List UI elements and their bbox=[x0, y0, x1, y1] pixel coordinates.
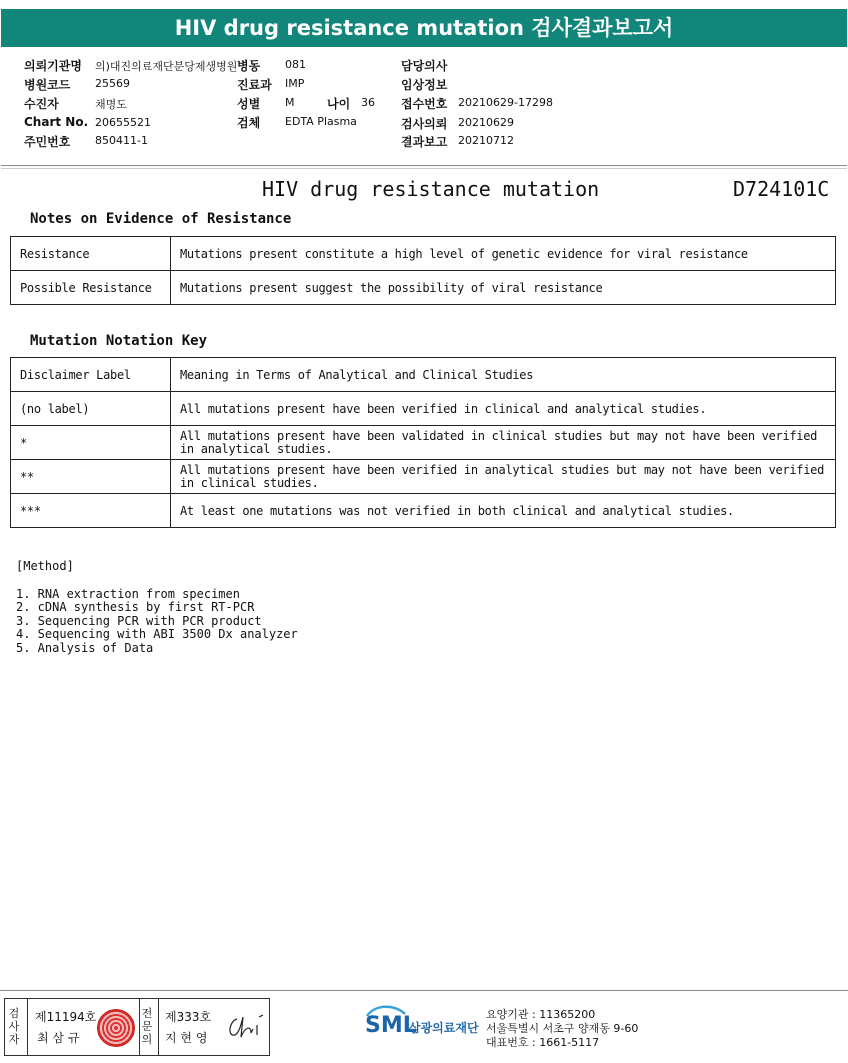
evidence-label: Possible Resistance bbox=[11, 271, 171, 305]
department-value: IMP bbox=[285, 77, 305, 90]
clinical-info-label: 임상정보 bbox=[401, 78, 448, 92]
age-value: 36 bbox=[361, 96, 375, 109]
evidence-heading: Notes on Evidence of Resistance bbox=[30, 211, 292, 227]
institution-value: 의)대진의료재단분당제생병원 bbox=[95, 60, 238, 73]
seal-stamp-icon bbox=[97, 1009, 135, 1047]
table-row bbox=[11, 358, 836, 392]
patient-label: 수진자 bbox=[24, 97, 59, 111]
contact-info bbox=[486, 1008, 638, 1050]
method-step: 2. cDNA synthesis by first RT-PCR bbox=[16, 600, 255, 614]
sex-label: 성별 bbox=[237, 97, 261, 111]
tester-license: 제11194호 bbox=[35, 1010, 97, 1024]
tester-role-label: 검사자 bbox=[8, 1007, 20, 1046]
report-code: D724101C bbox=[733, 177, 830, 201]
method-step: 1. RNA extraction from specimen bbox=[16, 587, 240, 601]
notation-text: All mutations present have been verified in analytical studies but may not have been verified in clinical studies. bbox=[171, 460, 836, 494]
department-label: 진료과 bbox=[237, 78, 272, 92]
method-step: 3. Sequencing PCR with PCR product bbox=[16, 614, 262, 628]
report-label: 결과보고 bbox=[401, 135, 448, 149]
report-value: 20210712 bbox=[458, 134, 514, 147]
id-label: 주민번호 bbox=[24, 135, 71, 149]
phone: 대표번호 : 1661-5117 bbox=[486, 1036, 600, 1049]
accession-label: 접수번호 bbox=[401, 97, 448, 111]
patient-value: 채명도 bbox=[95, 98, 127, 111]
method-heading: [Method] bbox=[16, 559, 74, 573]
table-row bbox=[11, 460, 836, 494]
chart-label: Chart No. bbox=[24, 115, 89, 129]
specimen-value: EDTA Plasma bbox=[285, 115, 357, 128]
divider bbox=[27, 999, 28, 1055]
request-value: 20210629 bbox=[458, 116, 514, 129]
notation-text: All mutations present have been validated in clinical studies but may not have been verified in analytical studies. bbox=[171, 426, 836, 460]
notation-label: ** bbox=[11, 460, 171, 494]
evidence-table bbox=[10, 236, 836, 305]
evidence-label: Resistance bbox=[11, 237, 171, 271]
divider bbox=[139, 999, 140, 1055]
signature-box bbox=[4, 998, 270, 1056]
sml-logo-text: SML bbox=[365, 1013, 417, 1038]
table-row bbox=[11, 237, 836, 271]
table-row bbox=[11, 392, 836, 426]
id-value: 850411-1 bbox=[95, 134, 148, 147]
notation-text: All mutations present have been verified in clinical and analytical studies. bbox=[171, 392, 836, 426]
sex-value: M bbox=[285, 96, 295, 109]
address: 서울특별시 서초구 양재동 9-60 bbox=[486, 1022, 639, 1035]
institution-label: 의뢰기관명 bbox=[24, 59, 82, 73]
chart-value: 20655521 bbox=[95, 116, 151, 129]
hospital-code-value: 25569 bbox=[95, 77, 130, 90]
tester-name: 최 삼 규 bbox=[37, 1031, 80, 1045]
reviewer-name: 지 현 영 bbox=[165, 1031, 208, 1045]
ward-value: 081 bbox=[285, 58, 306, 71]
divider bbox=[1, 165, 847, 166]
table-row bbox=[11, 426, 836, 460]
ward-label: 병동 bbox=[237, 59, 261, 73]
reviewer-role-label: 전문의 bbox=[141, 1007, 153, 1046]
table-row bbox=[11, 494, 836, 528]
divider bbox=[158, 999, 159, 1055]
evidence-text: Mutations present suggest the possibility of viral resistance bbox=[171, 271, 836, 305]
notation-text: Meaning in Terms of Analytical and Clinical Studies bbox=[171, 358, 836, 392]
notation-label: (no label) bbox=[11, 392, 171, 426]
divider bbox=[1, 168, 847, 169]
age-label: 나이 bbox=[327, 97, 351, 111]
method-step: 4. Sequencing with ABI 3500 Dx analyzer bbox=[16, 627, 298, 641]
method-step: 5. Analysis of Data bbox=[16, 641, 154, 655]
notation-label: *** bbox=[11, 494, 171, 528]
accession-value: 20210629-17298 bbox=[458, 96, 553, 109]
table-row bbox=[11, 271, 836, 305]
signature-icon bbox=[225, 1011, 265, 1047]
request-label: 검사의뢰 bbox=[401, 117, 448, 131]
hospital-code-label: 병원코드 bbox=[24, 78, 71, 92]
evidence-text: Mutations present constitute a high level of genetic evidence for viral resistance bbox=[171, 237, 836, 271]
notation-label: Disclaimer Label bbox=[11, 358, 171, 392]
care-institution: 요양기관 : 11365200 bbox=[486, 1008, 596, 1021]
doctor-label: 담당의사 bbox=[401, 59, 448, 73]
notation-table bbox=[10, 357, 836, 528]
specimen-label: 검체 bbox=[237, 116, 261, 130]
org-name: 삼광의료재단 bbox=[409, 1021, 479, 1035]
report-title: HIV drug resistance mutation bbox=[262, 177, 600, 201]
notation-heading: Mutation Notation Key bbox=[30, 333, 208, 349]
notation-text: At least one mutations was not verified in both clinical and analytical studies. bbox=[171, 494, 836, 528]
report-banner-title: HIV drug resistance mutation 검사결과보고서 bbox=[1, 9, 847, 47]
footer-divider bbox=[0, 990, 848, 991]
notation-label: * bbox=[11, 426, 171, 460]
reviewer-license: 제333호 bbox=[165, 1010, 212, 1024]
